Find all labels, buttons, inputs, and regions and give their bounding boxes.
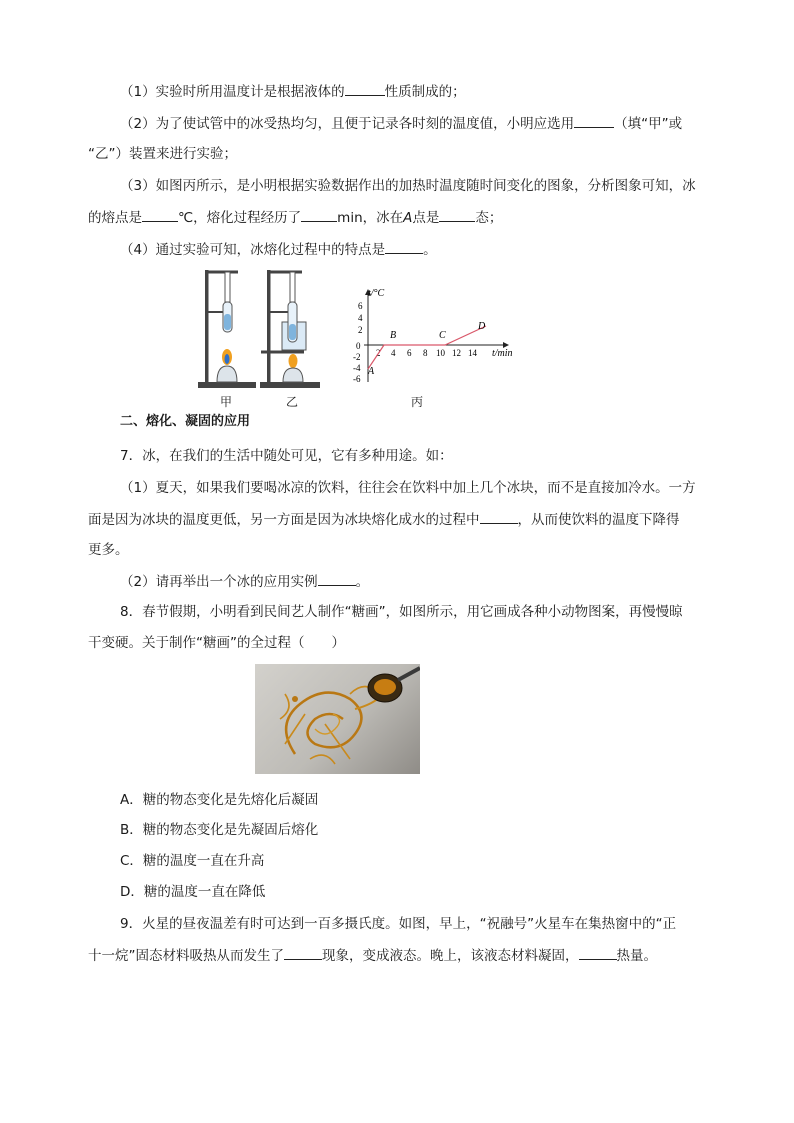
section-heading: 二、熔化、凝固的应用 <box>120 414 251 429</box>
y-tick-label: 4 <box>358 313 363 323</box>
q7-part1-end: 更多。 <box>88 542 129 558</box>
q8-stem-cont: 干变硬。关于制作“糖画”的全过程（ ） <box>88 635 345 651</box>
x-tick-label: 10 <box>436 348 445 358</box>
x-tick-label: 8 <box>423 348 428 358</box>
y-axis-label: t/°C <box>368 288 385 299</box>
thermometer <box>290 272 295 302</box>
ice-in-tube <box>289 324 296 340</box>
q8-stem: 8．春节假期，小明看到民间艺人制作“糖画”，如图所示，用它画成各种小动物图案，再慢慢晾 <box>120 604 683 620</box>
answer-blank[interactable] <box>480 509 518 524</box>
sugar-painting-photo <box>255 664 420 774</box>
y-tick-label: -4 <box>353 363 361 373</box>
thermometer <box>225 272 230 302</box>
q8-option-c[interactable]: C．糖的温度一直在升高 <box>120 853 265 869</box>
y-tick-label: 2 <box>358 325 363 335</box>
q7-part1-cont: 面是因为冰块的温度更低，另一方面是因为冰块熔化成水的过程中 ，从而使饮料的温度下降得 <box>88 509 680 530</box>
apparatus-jia-figure <box>196 266 258 392</box>
figure-caption-yi: 乙 <box>286 395 299 409</box>
q6-part3-cont: 的熔点是 ℃，熔化过程经历了 min，冰在A点是 态； <box>88 207 502 228</box>
q9-stem-cont: 十一烷”固态材料吸热从而发生了 现象，变成液态。晚上，该液态材料凝固， 热量。 <box>88 945 657 966</box>
q6-part1: （1）实验时所用温度计是根据液体的 性质制成的； <box>120 81 466 102</box>
origin-label: 0 <box>356 341 361 351</box>
sugar-dragon-image <box>255 664 420 774</box>
x-tick-label: 14 <box>468 348 477 358</box>
q6-part2-cont: “乙”）装置来进行实验； <box>88 146 237 162</box>
stand-rod <box>267 270 271 383</box>
point-label-a: A <box>368 366 375 377</box>
point-label-b: B <box>390 330 397 341</box>
flame <box>289 354 298 368</box>
alcohol-lamp <box>217 366 237 382</box>
temperature-time-graph <box>346 282 526 392</box>
answer-blank[interactable] <box>579 945 617 960</box>
answer-blank[interactable] <box>142 207 178 222</box>
ice-in-tube <box>224 314 231 330</box>
answer-blank[interactable] <box>345 81 385 96</box>
figure-caption-bing: 丙 <box>411 395 424 409</box>
x-tick-label: 12 <box>452 348 461 358</box>
y-tick-label: -2 <box>353 352 361 362</box>
q9-stem: 9．火星的昼夜温差有时可达到一百多摄氏度。如图，早上，“祝融号”火星车在集热窗中的“正 <box>120 916 677 932</box>
y-tick-label: -6 <box>353 374 361 384</box>
y-tick-label: 6 <box>358 301 363 311</box>
apparatus-yi-figure <box>258 266 324 392</box>
q8-option-a[interactable]: A．糖的物态变化是先熔化后凝固 <box>120 792 319 808</box>
x-tick-label: 4 <box>391 348 396 358</box>
q6-part3: （3）如图丙所示，是小明根据实验数据作出的加热时温度随时间变化的图象，分析图象可知，冰 <box>120 178 696 194</box>
point-label-c: C <box>439 330 446 341</box>
ladle-handle <box>398 668 420 680</box>
stand-rod <box>205 270 209 383</box>
point-label-d: D <box>478 321 486 332</box>
q7-stem: 7．冰，在我们的生活中随处可见，它有多种用途。如： <box>120 448 453 464</box>
q6-part2: （2）为了使试管中的冰受热均匀，且便于记录各时刻的温度值，小明应选用 （填“甲”或 <box>120 113 682 134</box>
q8-option-d[interactable]: D．糖的温度一直在降低 <box>120 884 266 900</box>
x-tick-label: 2 <box>376 348 381 358</box>
q8-option-b[interactable]: B．糖的物态变化是先凝固后熔化 <box>120 822 319 838</box>
alcohol-lamp <box>283 368 303 382</box>
x-tick-labels <box>376 348 478 358</box>
answer-blank[interactable] <box>318 571 356 586</box>
answer-blank[interactable] <box>385 239 423 254</box>
answer-blank[interactable] <box>574 113 614 128</box>
answer-blank[interactable] <box>301 207 337 222</box>
x-axis-label: t/min <box>492 348 513 359</box>
answer-blank[interactable] <box>284 945 322 960</box>
q6-part4: （4）通过实验可知，冰熔化过程中的特点是 。 <box>120 239 437 260</box>
answer-blank[interactable] <box>439 207 475 222</box>
figure-caption-jia: 甲 <box>220 395 233 409</box>
x-tick-label: 6 <box>407 348 412 358</box>
q7-part1: （1）夏天，如果我们要喝冰凉的饮料，往往会在饮料中加上几个冰块，而不是直接加冷水。一方 <box>120 480 696 496</box>
q7-part2: （2）请再举出一个冰的应用实例 。 <box>120 571 369 592</box>
